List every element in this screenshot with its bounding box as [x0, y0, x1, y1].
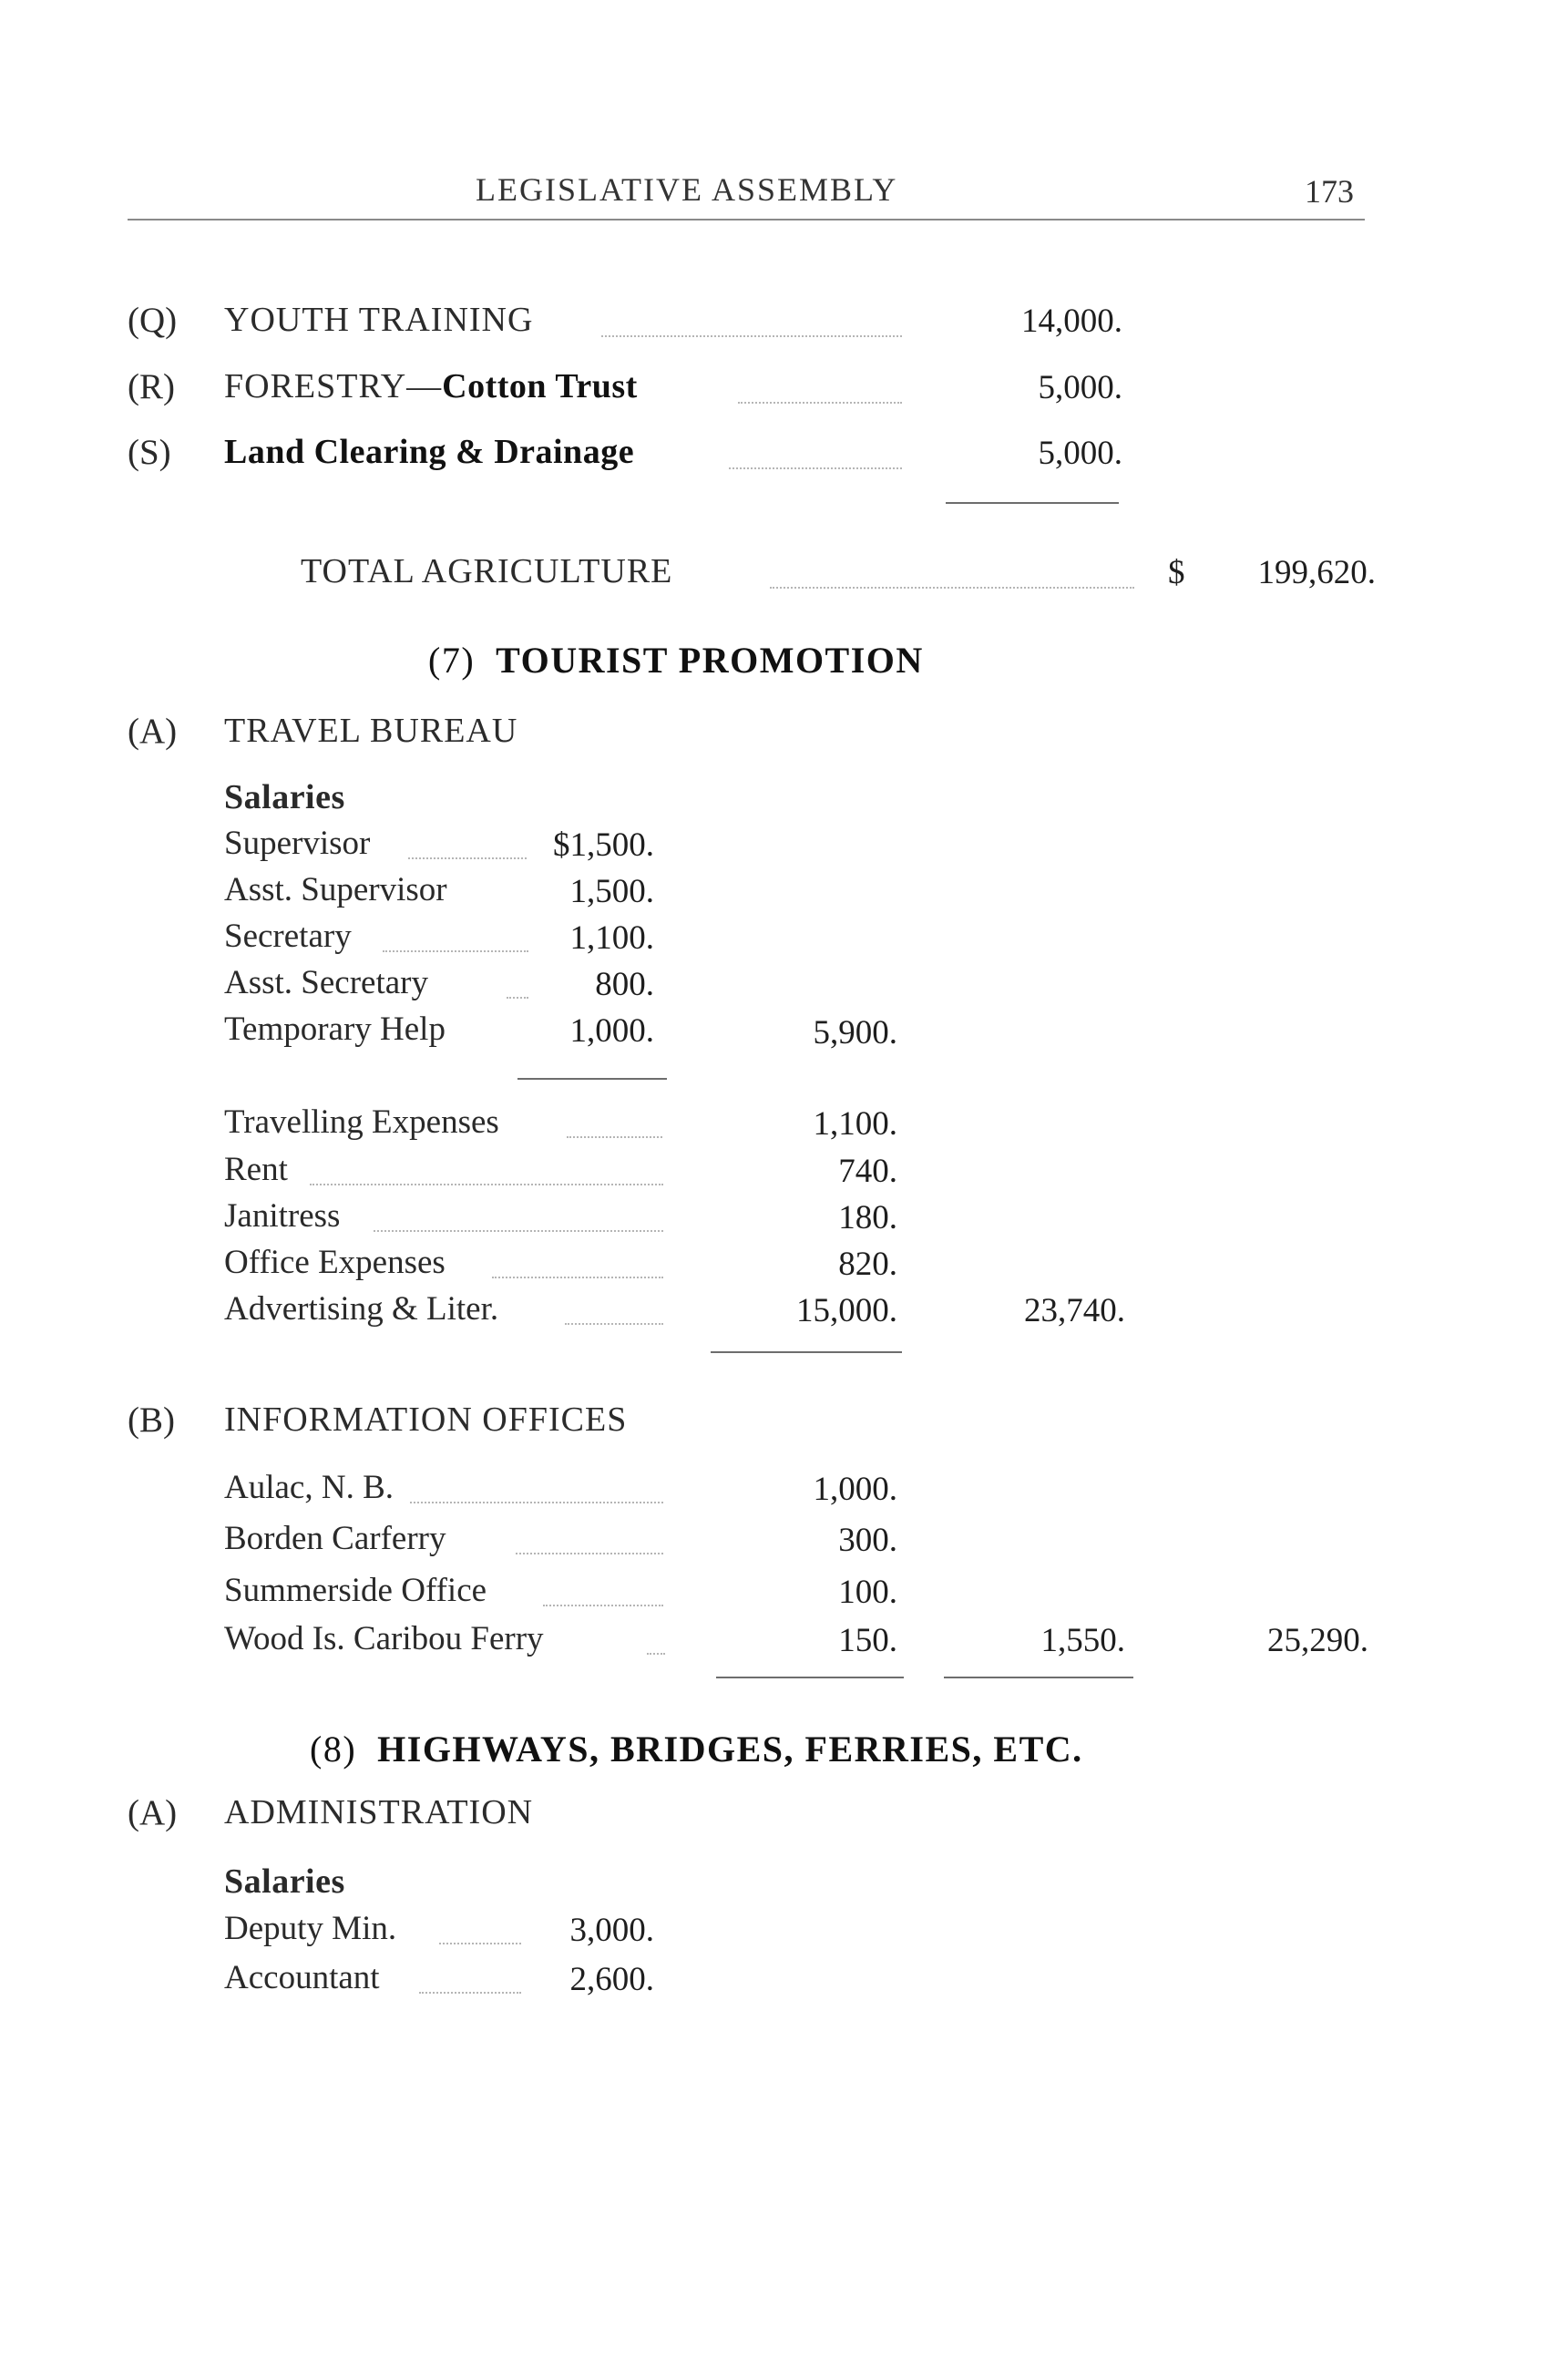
office-row-amount: 100. — [838, 1574, 897, 1611]
salary-row-name: Supervisor — [224, 825, 371, 862]
salary-row-name: Secretary — [224, 918, 352, 955]
land-clearing-label: Land Clearing & Drainage — [224, 433, 635, 471]
office-row-name: Wood Is. Caribou Ferry — [224, 1620, 544, 1657]
expense-row-name: Advertising & Liter. — [224, 1290, 499, 1328]
section-7-number: (7) — [428, 640, 476, 681]
salary-row-amount: 1,000. — [569, 1012, 654, 1050]
expense-row-name: Office Expenses — [224, 1244, 446, 1281]
salary-row-amount: 800. — [595, 966, 654, 1003]
cotton-trust-text: Cotton Trust — [442, 367, 638, 405]
page-number: 173 — [1305, 173, 1354, 210]
section-7-title: TOURIST PROMOTION — [496, 640, 924, 681]
section-8-number: (8) — [310, 1729, 357, 1770]
information-offices-label: (B) — [128, 1400, 175, 1440]
salary-row-name: Asst. Supervisor — [224, 871, 447, 908]
expense-row-amount: 180. — [838, 1199, 897, 1236]
subtotal-rule — [946, 502, 1119, 504]
expense-row-amount: 15,000. — [796, 1292, 897, 1329]
information-offices-title: INFORMATION OFFICES — [224, 1400, 628, 1439]
office-row-name: Borden Carferry — [224, 1520, 446, 1557]
administration-label: (A) — [128, 1793, 178, 1832]
expenses-rule — [711, 1351, 902, 1353]
leader-dots — [439, 1943, 521, 1944]
leader-dots — [516, 1553, 663, 1554]
total-agriculture-amount: 199,620. — [1257, 554, 1376, 591]
travel-bureau-label: (A) — [128, 712, 178, 751]
leader-dots — [770, 587, 1134, 589]
office-row-amount: 150. — [838, 1622, 897, 1659]
expense-row-name: Travelling Expenses — [224, 1103, 499, 1141]
expense-row-amount: 820. — [838, 1246, 897, 1283]
leader-dots — [374, 1230, 663, 1232]
leader-dots — [647, 1653, 665, 1655]
youth-training-label: YOUTH TRAINING — [224, 301, 534, 339]
admin-salary-amount: 2,600. — [569, 1961, 654, 1998]
youth-training-amount: 14,000. — [1021, 303, 1122, 340]
leader-dots — [601, 335, 902, 337]
section-8-heading — [310, 1731, 1083, 1768]
salary-row-amount: 1,100. — [569, 919, 654, 957]
land-clearing-amount: 5,000. — [1038, 435, 1122, 472]
leader-dots — [310, 1184, 663, 1185]
tourist-promotion-total: 25,290. — [1267, 1622, 1368, 1659]
leader-dots — [410, 1502, 663, 1503]
leader-dots — [738, 402, 902, 404]
expense-row-name: Janitress — [224, 1197, 341, 1235]
salary-row-amount: $1,500. — [553, 826, 654, 864]
information-offices-subtotal: 1,550. — [1040, 1622, 1125, 1659]
leader-dots — [567, 1136, 662, 1138]
expense-row-amount: 1,100. — [813, 1105, 897, 1143]
admin-salary-amount: 3,000. — [569, 1912, 654, 1949]
expense-row-name: Rent — [224, 1151, 288, 1188]
travel-bureau-total: 23,740. — [1024, 1292, 1125, 1329]
salary-row-amount: 1,500. — [569, 873, 654, 910]
travel-bureau-title: TRAVEL BUREAU — [224, 712, 518, 750]
office-row-name: Aulac, N. B. — [224, 1469, 394, 1506]
office-row-name: Summerside Office — [224, 1572, 487, 1609]
leader-dots — [543, 1605, 663, 1606]
offices-rule-right — [944, 1677, 1133, 1678]
expense-row-amount: 740. — [838, 1153, 897, 1190]
total-agriculture-label: TOTAL AGRICULTURE — [301, 552, 673, 590]
leader-dots — [729, 467, 902, 469]
leader-dots — [408, 857, 527, 859]
office-row-amount: 300. — [838, 1522, 897, 1559]
offices-rule — [716, 1677, 904, 1678]
page-header-title: LEGISLATIVE ASSEMBLY — [476, 171, 898, 208]
admin-salary-name: Deputy Min. — [224, 1910, 397, 1947]
forestry-amount: 5,000. — [1038, 369, 1122, 406]
salary-row-name: Temporary Help — [224, 1010, 446, 1048]
forestry-text: FORESTRY— — [224, 367, 443, 405]
salaries-total-amount: 5,900. — [813, 1014, 897, 1052]
admin-salaries-title: Salaries — [224, 1862, 345, 1901]
office-row-amount: 1,000. — [813, 1471, 897, 1508]
total-agriculture-dollar: $ — [1168, 554, 1185, 591]
leader-dots — [492, 1277, 663, 1278]
item-label-r: (R) — [128, 367, 175, 406]
forestry-label — [224, 369, 638, 404]
item-label-q: (Q) — [128, 301, 178, 340]
item-label-s: (S) — [128, 433, 171, 472]
salary-row-name: Asst. Secretary — [224, 964, 428, 1001]
section-8-title: HIGHWAYS, BRIDGES, FERRIES, ETC. — [377, 1729, 1083, 1770]
leader-dots — [419, 1992, 521, 1994]
administration-title: ADMINISTRATION — [224, 1793, 534, 1831]
salaries-rule — [517, 1078, 667, 1080]
travel-salaries-title: Salaries — [224, 778, 345, 816]
leader-dots — [383, 950, 528, 952]
admin-salary-name: Accountant — [224, 1959, 380, 1996]
header-rule — [128, 219, 1365, 221]
leader-dots — [565, 1323, 663, 1325]
section-7-heading — [428, 642, 924, 679]
